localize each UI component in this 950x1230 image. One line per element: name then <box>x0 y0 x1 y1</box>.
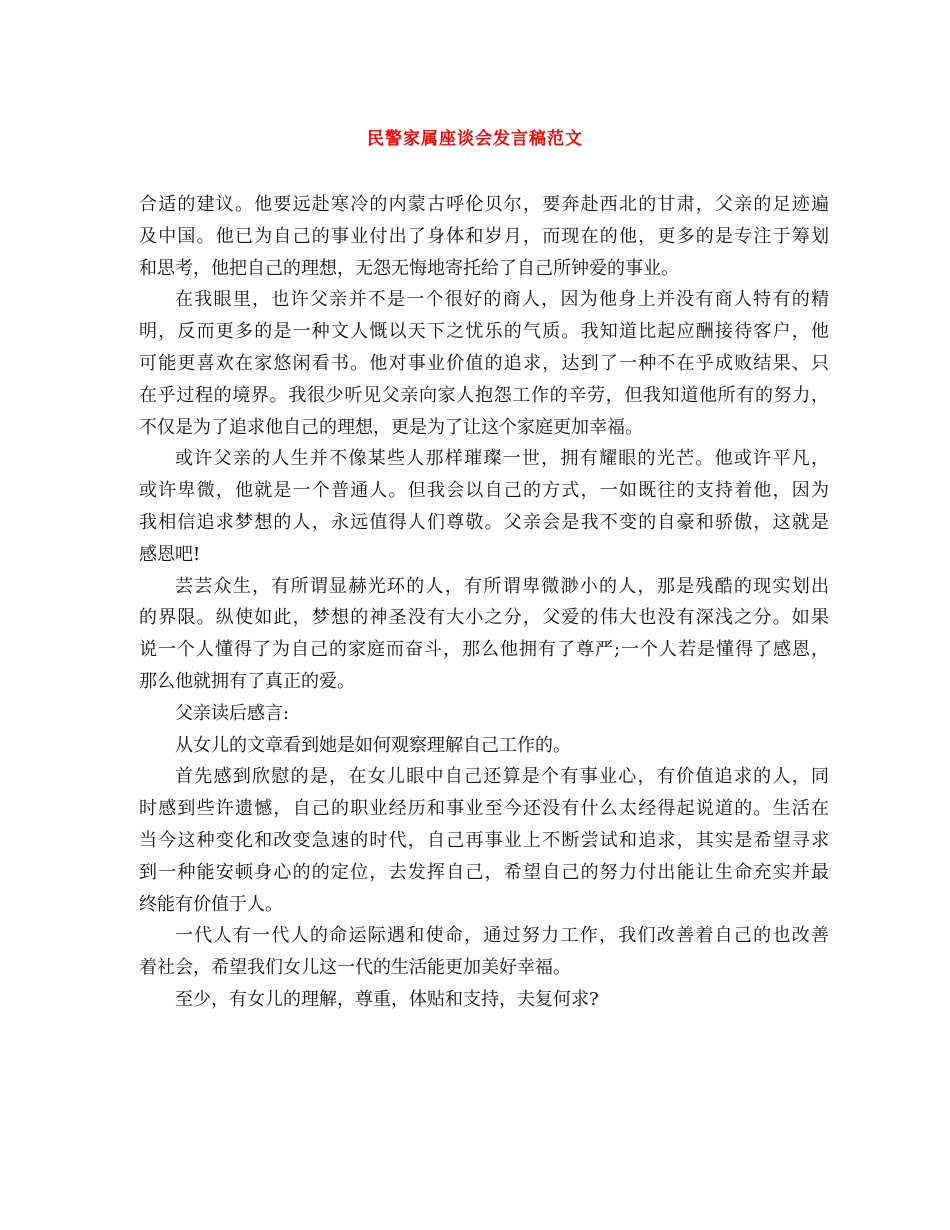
text-line: 感恩吧! <box>139 543 201 565</box>
text-line: 的界限。纵使如此，梦想的神圣没有大小之分，父爱的伟大也没有深浅之分。如果 <box>139 607 829 629</box>
text-line: 说一个人懂得了为自己的家庭而奋斗，那么他拥有了尊严;一个人若是懂得了感恩， <box>139 639 829 661</box>
text-line: 可能更喜欢在家悠闲看书。他对事业价值的追求，达到了一种不在乎成败结果、只 <box>139 352 829 374</box>
paragraph <box>139 189 829 284</box>
paragraph <box>139 761 829 920</box>
text-line: 当今这种变化和改变急速的时代，自己再事业上不断尝试和追求，其实是希望寻求 <box>139 829 829 851</box>
text-line: 我相信追求梦想的人，永远值得人们尊敬。父亲会是我不变的自豪和骄傲，这就是 <box>139 511 829 533</box>
text-line: 着社会，希望我们女儿这一代的生活能更加美好幸福。 <box>139 957 571 979</box>
text-line: 一代人有一代人的命运际遇和使命，通过努力工作，我们改善着自己的也改善 <box>175 925 829 947</box>
text-line: 不仅是为了追求他自己的理想，更是为了让这个家庭更加幸福。 <box>139 416 643 438</box>
document-body <box>139 189 829 1016</box>
text-line: 终能有价值于人。 <box>139 893 283 915</box>
paragraph <box>139 571 829 698</box>
document-title: 民警家属座谈会发言稿范文 <box>367 129 583 149</box>
text-line: 明，反而更多的是一种文人慨以天下之忧乐的气质。我知道比起应酬接待客户，他 <box>139 321 829 343</box>
paragraph <box>139 443 829 570</box>
text-line: 在乎过程的境界。我很少听见父亲向家人抱怨工作的辛劳，但我知道他所有的努力， <box>139 384 829 406</box>
text-line: 至少，有女儿的理解，尊重，体贴和支持，夫复何求? <box>175 988 599 1010</box>
text-line: 芸芸众生，有所谓显赫光环的人，有所谓卑微渺小的人，那是残酷的现实划出 <box>175 575 829 597</box>
text-line: 时感到些许遗憾，自己的职业经历和事业至今还没有什么太经得起说道的。生活在 <box>139 798 829 820</box>
text-line: 及中国。他已为自己的事业付出了身体和岁月，而现在的他，更多的是专注于筹划 <box>139 225 829 247</box>
paragraph <box>139 920 829 984</box>
text-line: 或许卑微，他就是一个普通人。但我会以自己的方式，一如既往的支持着他，因为 <box>139 480 829 502</box>
text-line: 从女儿的文章看到她是如何观察理解自己工作的。 <box>175 734 571 756</box>
text-line: 首先感到欣慰的是，在女儿眼中自己还算是个有事业心，有价值追求的人，同 <box>175 766 829 788</box>
paragraph <box>139 984 829 1016</box>
text-line: 在我眼里，也许父亲并不是一个很好的商人，因为他身上并没有商人特有的精 <box>175 289 829 311</box>
text-line: 和思考，他把自己的理想，无怨无悔地寄托给了自己所钟爱的事业。 <box>139 257 679 279</box>
paragraph <box>139 730 829 762</box>
paragraph <box>139 284 829 443</box>
paragraph <box>139 698 829 730</box>
text-line: 或许父亲的人生并不像某些人那样璀璨一世，拥有耀眼的光芒。他或许平凡， <box>175 448 829 470</box>
text-line: 父亲读后感言: <box>175 702 290 724</box>
text-line: 到一种能安顿身心的的定位，去发挥自己，希望自己的努力付出能让生命充实并最 <box>139 861 829 883</box>
text-line: 合适的建议。他要远赴寒冷的内蒙古呼伦贝尔，要奔赴西北的甘肃，父亲的足迹遍 <box>139 194 829 215</box>
text-line: 那么他就拥有了真正的爱。 <box>139 670 355 692</box>
